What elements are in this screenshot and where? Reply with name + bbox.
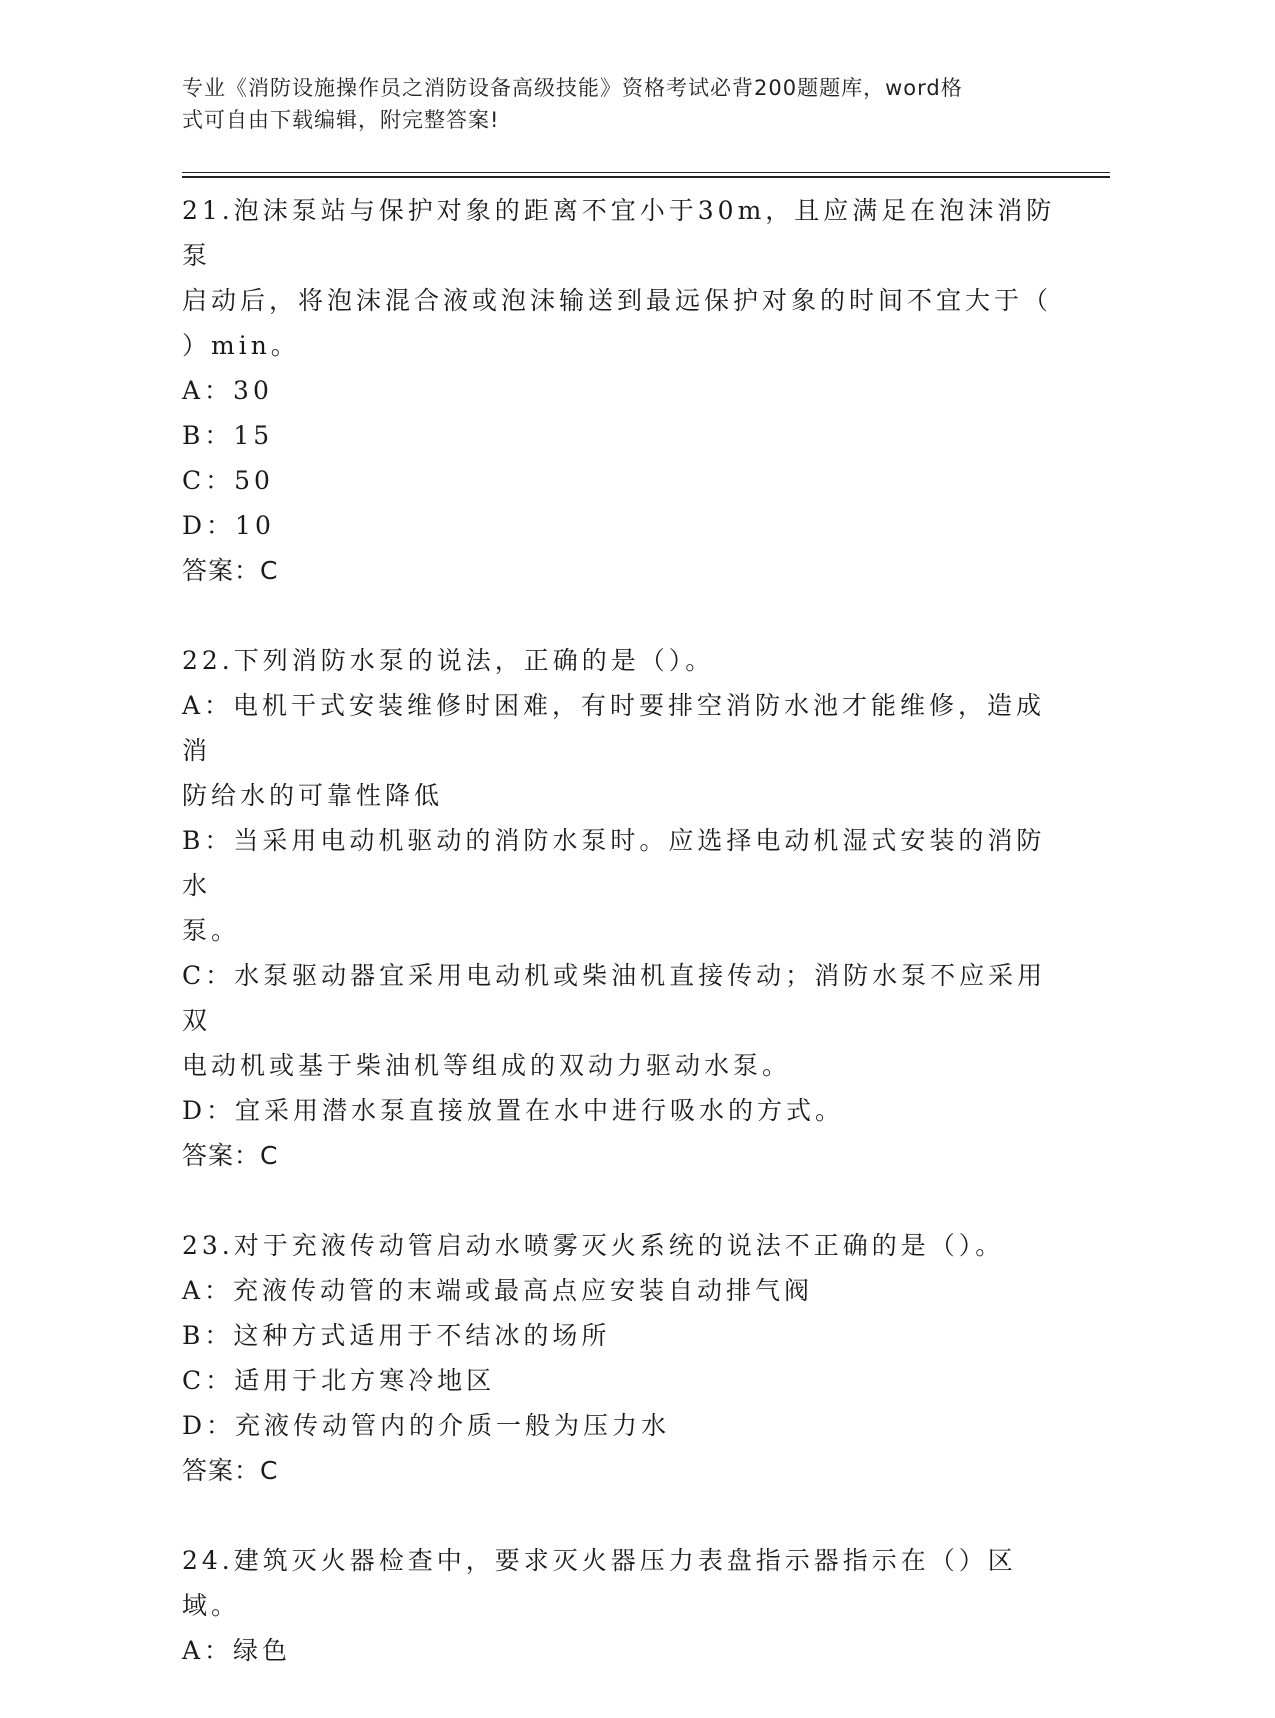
option-d: D：充液传动管内的介质一般为压力水	[182, 1411, 671, 1440]
header-divider-thin	[182, 172, 1110, 173]
question-22	[182, 638, 1062, 1178]
option-b: B：这种方式适用于不结冰的场所	[182, 1321, 611, 1350]
option-a-continued: 防给水的可靠性降低	[182, 781, 444, 810]
question-stem-line: 22.下列消防水泵的说法，正确的是（）。	[182, 646, 715, 675]
answer-label: 答案：C	[182, 1456, 279, 1485]
question-23	[182, 1223, 1062, 1493]
question-21	[182, 188, 1062, 593]
option-a: A：充液传动管的末端或最高点应安装自动排气阀	[182, 1276, 814, 1305]
question-stem-line: 启动后，将泡沫混合液或泡沫输送到最远保护对象的时间不宜大于（	[182, 286, 1053, 315]
question-24	[182, 1538, 1062, 1673]
question-stem-line: ）min。	[182, 331, 300, 360]
option-b: B：当采用电动机驱动的消防水泵时。应选择电动机湿式安装的消防水	[182, 826, 1046, 900]
answer-label: 答案：C	[182, 556, 279, 585]
option-d: D：宜采用潜水泵直接放置在水中进行吸水的方式。	[182, 1096, 845, 1125]
option-a: A：电机干式安装维修时困难，有时要排空消防水池才能维修，造成消	[182, 691, 1046, 765]
question-list	[182, 188, 1062, 1718]
option-b-continued: 泵。	[182, 916, 241, 945]
option-c-continued: 电动机或基于柴油机等组成的双动力驱动水泵。	[182, 1051, 792, 1080]
header-line: 式可自由下载编辑，附完整答案!	[182, 108, 500, 132]
document-header	[182, 72, 1062, 136]
option-c: C：水泵驱动器宜采用电动机或柴油机直接传动；消防水泵不应采用双	[182, 961, 1047, 1035]
question-stem-line: 23.对于充液传动管启动水喷雾灭火系统的说法不正确的是（）。	[182, 1231, 1005, 1260]
option-a: A：绿色	[182, 1636, 292, 1665]
question-stem-line: 21.泡沫泵站与保护对象的距离不宜小于30m，且应满足在泡沫消防泵	[182, 196, 1056, 270]
option-a: A：30	[182, 376, 273, 405]
option-c: C：50	[182, 466, 274, 495]
option-d: D：10	[182, 511, 275, 540]
answer-label: 答案：C	[182, 1141, 279, 1170]
option-b: B：15	[182, 421, 274, 450]
header-line: 专业《消防设施操作员之消防设备高级技能》资格考试必背200题题库，word格	[182, 76, 963, 100]
option-c: C：适用于北方寒冷地区	[182, 1366, 496, 1395]
header-divider-thick	[182, 176, 1110, 178]
question-stem-line: 24.建筑灭火器检查中，要求灭火器压力表盘指示器指示在（）区域。	[182, 1546, 1017, 1620]
